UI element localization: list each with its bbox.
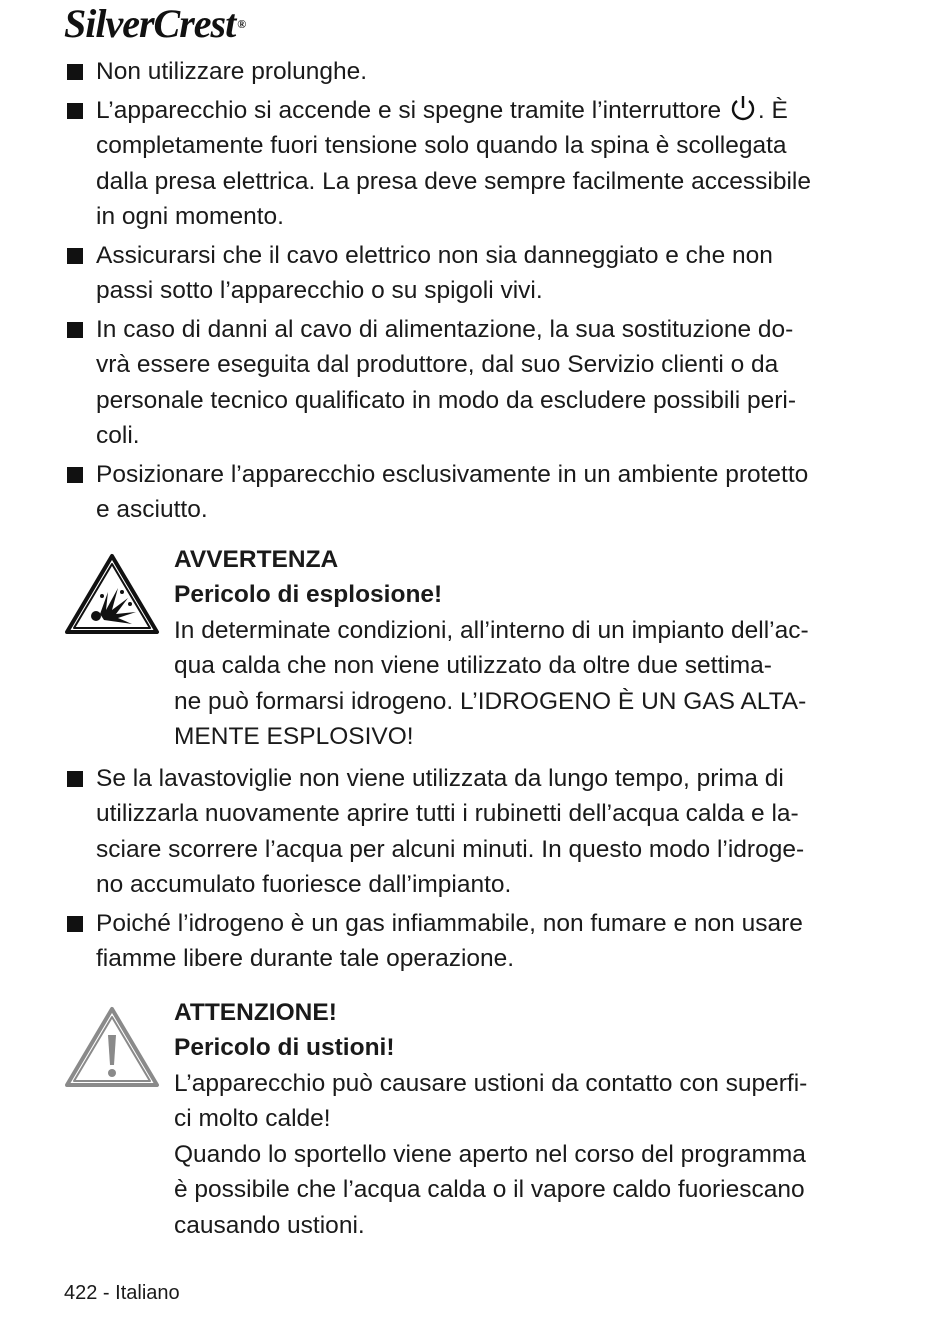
warning-title: AVVERTENZA <box>174 545 339 573</box>
list-item: L’apparecchio si accende e si spegne tramite l’interruttore . È completamente fuori tensione solo quando la spina è scollegata dalla presa elettrica. La presa deve sempre facilmente accessibile in ogni momento. <box>64 93 864 235</box>
bullet-square <box>67 103 83 119</box>
list-item: Posizionare l’apparecchio esclusivamente in un ambiente protetto e asciutto. <box>64 457 864 528</box>
list-item: Non utilizzare prolunghe. <box>64 54 864 90</box>
explosion-warning-icon <box>64 552 160 636</box>
list-item: Assicurarsi che il cavo elettrico non sia danneggiato e che non passi sotto l’apparecchio o su spigoli vivi. <box>64 238 864 309</box>
bullet-square <box>67 467 83 483</box>
list-item: Se la lavastoviglie non viene utilizzata da lungo tempo, prima di utilizzarla nuovamente aprire tutti i rubinetti dell’acqua calda e la- sciare scorrere l’acqua per alcuni minuti. In questo modo l’idroge- no accumulato fuoriesce dall’impianto. <box>64 761 864 903</box>
warning-title: ATTENZIONE! <box>174 998 337 1026</box>
warning-block-burns: ATTENZIONE! Pericolo di ustioni! L’apparecchio può causare ustioni da contatto con superfi- ci molto calde! Quando lo sportello viene aperto nel corso del programma è possibile che l’acqua calda o il vapore caldo fuoriescano causando ustioni. <box>64 995 864 1244</box>
brand-name: SilverCrest <box>64 1 236 46</box>
bullet-square <box>67 64 83 80</box>
page-content <box>64 54 864 1249</box>
page-footer: 422 - Italiano <box>64 1282 180 1304</box>
bullet-square <box>67 248 83 264</box>
power-switch-icon <box>730 94 756 122</box>
bullet-square <box>67 322 83 338</box>
bullet-square <box>67 916 83 932</box>
caution-exclamation-icon <box>64 1005 160 1089</box>
list-item: In caso di danni al cavo di alimentazione, la sua sostituzione do- vrà essere eseguita dal produttore, dal suo Servizio clienti o da personale tecnico qualificato in modo da escludere possibili peri- coli. <box>64 312 864 454</box>
bullet-square <box>67 771 83 787</box>
warning-subtitle: Pericolo di ustioni! <box>174 1034 395 1061</box>
warning-block-explosion: AVVERTENZA Pericolo di esplosione! In determinate condizioni, all’interno di un impianto dell’ac- qua calda che non viene utilizzato da oltre due settima- ne può formarsi idrogeno. L’IDROGENO È UN GAS ALTA- MENTE ESPLOSIVO! <box>64 542 864 755</box>
registered-mark: ® <box>237 17 246 31</box>
warning-subtitle: Pericolo di esplosione! <box>174 581 443 608</box>
list-item: Poiché l’idrogeno è un gas infiammabile, non fumare e non usare fiamme libere durante tale operazione. <box>64 906 864 977</box>
brand-logo <box>64 2 245 46</box>
